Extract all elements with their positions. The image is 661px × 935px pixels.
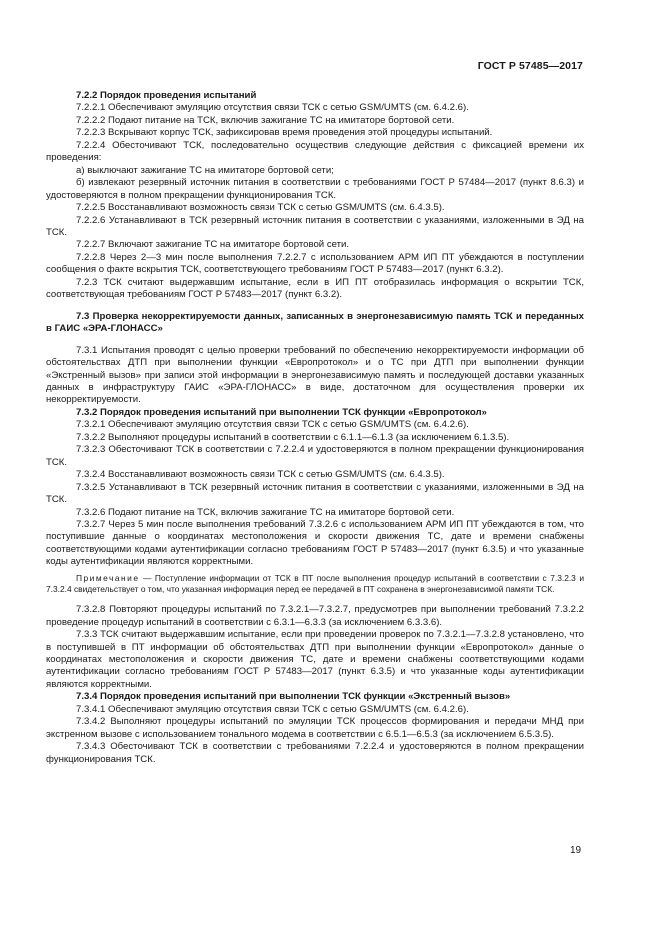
body-paragraph: 7.2.2.1 Обеспечивают эмуляцию отсутствия связи ТСК с сетью GSM/UMTS (см. 6.4.2.6). <box>76 102 469 114</box>
body-paragraph: 7.2.2.5 Восстанавливают возможность связи ТСК с сетью GSM/UMTS (см. 6.4.3.5). <box>76 202 445 214</box>
section-heading: 7.3.2 Порядок проведения испытаний при выполнении ТСК функции «Европротокол» <box>76 406 487 418</box>
body-paragraph: 7.3.2.5 Устанавливают в ТСК резервный источник питания в соответствии с указаниями, изложенными в ЭД на ТСК. <box>46 481 584 506</box>
body-paragraph: 7.3.2.3 Обесточивают ТСК в соответствии с 7.2.2.4 и удостоверяются в полном прекращении функционирования ТСК. <box>46 444 584 468</box>
body-paragraph: 7.3.3 ТСК считают выдержавшим испытание, если при проведении проверок по 7.3.2.1—7.3.2.8 установлено, что в поступившей в ПТ информации об обстоятельствах ДТП при выполнении функции «Европротокол» данные о координатах местоположения и скорости движения ТС, дате и времени снабжены соответствующими кодами аутентификации согласно требованиям ГОСТ Р 57483—2017 (пункт 6.3.5) и что указанные коды аутентификации являются корректными. <box>46 629 584 690</box>
document-body <box>46 90 584 766</box>
page-number: 19 <box>570 845 582 856</box>
body-paragraph: 7.2.2.4 Обесточивают ТСК, последовательно осуществив следующие действия с фиксацией времени их проведения: <box>46 139 584 164</box>
body-paragraph: 7.2.2.3 Вскрывают корпус ТСК, зафиксировав время проведения этой процедуры испытаний. <box>76 127 493 139</box>
document-code-header: ГОСТ Р 57485—2017 <box>477 60 583 72</box>
body-paragraph: 7.3.2.2 Выполняют процедуры испытаний в соответствии с 6.1.1—6.1.3 (за исключением 6.1.3.5). <box>76 431 510 443</box>
body-paragraph: 7.2.2.2 Подают питание на ТСК, включив зажигание ТС на имитаторе бортовой сети. <box>76 114 455 126</box>
body-paragraph: 7.3.2.1 Обеспечивают эмуляцию отсутствия связи ТСК с сетью GSM/UMTS (см. 6.4.2.6). <box>76 419 469 431</box>
body-paragraph: 7.2.2.8 Через 2—3 мин после выполнения 7.2.2.7 с использованием АРМ ИП ПТ убеждаются в поступлении сообщения о факте вскрытия ТСК, соответствующего требованиям ГОСТ Р 57483—2017 (пункт 6.3.2). <box>46 251 584 276</box>
body-paragraph: 7.3.2.4 Восстанавливают возможность связи ТСК с сетью GSM/UMTS (см. 6.4.3.5). <box>76 469 445 481</box>
body-paragraph: 7.3.2.8 Повторяют процедуры испытаний по 7.3.2.1—7.3.2.7, предусмотрев при выполнении требований 7.3.2.2 проведение процедур испытаний в соответствии с 6.3.1—6.3.3 (за исключением 6.3.3.6). <box>46 604 584 628</box>
body-paragraph: 7.2.2.6 Устанавливают в ТСК резервный источник питания в соответствии с указаниями, изложенными в ЭД на ТСК. <box>46 214 584 238</box>
note-label: Примечание <box>76 572 140 583</box>
body-paragraph: 7.3.2.7 Через 5 мин после выполнения требований 7.3.2.6 с использованием АРМ ИП ПТ убеждаются в том, что поступившие данные о координатах местоположения и скорости движения ТС, дате и времени снабжены соответствующими кодами аутентификации согласно требованиям ГОСТ Р 57483—2017 (пункт 6.3.5) и что указанные коды аутентификации являются корректными. <box>46 518 584 568</box>
note-paragraph <box>46 573 584 595</box>
body-paragraph: 7.3.4.2 Выполняют процедуры испытаний по эмуляции ТСК процессов формирования и передачи МНД при экстренном вызове с использованием тонального модема в соответствии с 6.5.1—6.5.3 (за исключением 6.5.3.5). <box>46 716 584 740</box>
body-paragraph: а) выключают зажигание ТС на имитаторе бортовой сети; <box>76 164 334 176</box>
body-paragraph: б) извлекают резервный источник питания в соответствии с требованиями ГОСТ Р 57484—2017 (пункт 8.6.3) и удостоверяются в полном прекращении функционирования ТСК. <box>46 177 584 201</box>
note-text: — Поступление информации от ТСК в ПТ после выполнения процедур испытаний в соответствии с 7.3.2.3 и 7.3.2.4 свидетельствует о том, что указанная информация перед ее передачей в ПТ сохранена в энергонезависимой памяти ТСК. <box>46 572 584 594</box>
body-paragraph: 7.2.2.7 Включают зажигание ТС на имитаторе бортовой сети. <box>76 239 350 251</box>
body-paragraph: 7.3.1 Испытания проводят с целью проверки требований по обеспечению некорректируемости информации об обстоятельствах ДТП при выполнении функции «Европротокол» и о ТС при ДТП при выполнении функции «Экстренный вызов» при записи этой информации в энергонезависимую память и последующей доставки указанных данных в инфраструктуру ГАИС «ЭРА-ГЛОНАСС» в виде, достаточном для осуществления проверки их некорректируемости. <box>46 344 584 406</box>
body-paragraph: 7.3.4.1 Обеспечивают эмуляцию отсутствия связи ТСК с сетью GSM/UMTS (см. 6.4.2.6). <box>76 703 469 715</box>
body-paragraph: 7.2.3 ТСК считают выдержавшим испытание, если в ИП ПТ отобразилась информация о вскрытии ТСК, соответствующая требованиям ГОСТ Р 57483—2017 (пункт 6.3.2). <box>46 276 584 301</box>
body-paragraph: 7.3.4.3 Обесточивают ТСК в соответствии с требованиями 7.2.2.4 и удостоверяются в полном прекращении функционирования ТСК. <box>46 741 584 765</box>
section-heading: 7.2.2 Порядок проведения испытаний <box>76 90 257 101</box>
body-paragraph: 7.3.2.6 Подают питание на ТСК, включив зажигание ТС на имитаторе бортовой сети. <box>76 506 455 518</box>
section-heading: 7.3 Проверка некорректируемости данных, записанных в энергонезависимую память ТСК и переданных в ГАИС «ЭРА-ГЛОНАСС» <box>46 310 584 335</box>
section-heading: 7.3.4 Порядок проведения испытаний при выполнении ТСК функции «Экстренный вызов» <box>76 691 511 703</box>
